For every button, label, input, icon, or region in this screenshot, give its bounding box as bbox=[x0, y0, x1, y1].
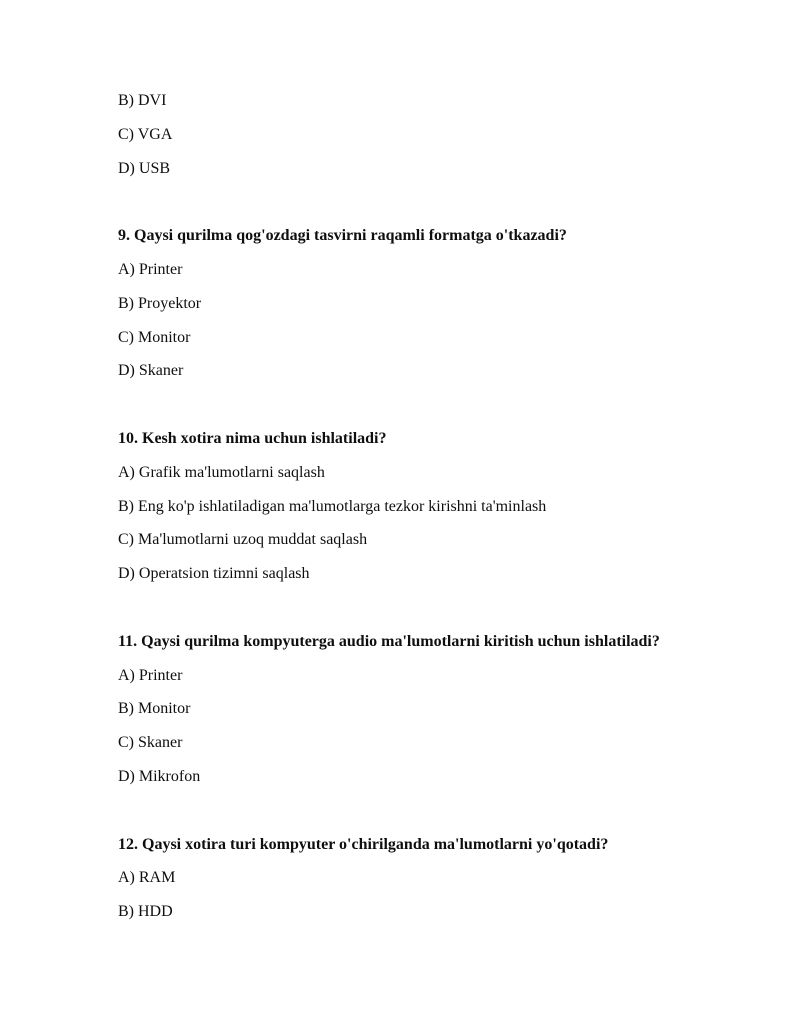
answer-option: B) HDD bbox=[118, 903, 173, 921]
answer-option: A) Printer bbox=[118, 666, 183, 684]
question-text: 12. Qaysi xotira turi kompyuter o'chirilganda ma'lumotlarni yo'qotadi? bbox=[118, 835, 609, 853]
answer-option: B) Eng ko'p ishlatiladigan ma'lumotlarga tezkor kirishni ta'minlash bbox=[118, 497, 547, 515]
answer-option: C) Skaner bbox=[118, 734, 183, 752]
answer-option: D) Operatsion tizimni saqlash bbox=[118, 565, 310, 583]
answer-option: D) USB bbox=[118, 159, 171, 177]
answer-option: A) Printer bbox=[118, 260, 183, 278]
answer-option: D) Mikrofon bbox=[118, 767, 201, 785]
answer-option: C) Ma'lumotlarni uzoq muddat saqlash bbox=[118, 531, 368, 549]
answer-option: C) Monitor bbox=[118, 328, 191, 346]
question-text: 9. Qaysi qurilma qog'ozdagi tasvirni raqamli formatga o'tkazadi? bbox=[118, 227, 567, 245]
answer-option: A) Grafik ma'lumotlarni saqlash bbox=[118, 463, 325, 481]
question-text: 10. Kesh xotira nima uchun ishlatiladi? bbox=[118, 429, 387, 447]
answer-option: A) RAM bbox=[118, 869, 176, 887]
answer-option: D) Skaner bbox=[118, 362, 184, 380]
answer-option: C) VGA bbox=[118, 125, 173, 143]
answer-option: B) Proyektor bbox=[118, 294, 202, 312]
answer-option: B) Monitor bbox=[118, 700, 191, 718]
answer-option: B) DVI bbox=[118, 92, 167, 109]
question-text: 11. Qaysi qurilma kompyuterga audio ma'lumotlarni kiritish uchun ishlatiladi? bbox=[118, 632, 660, 650]
